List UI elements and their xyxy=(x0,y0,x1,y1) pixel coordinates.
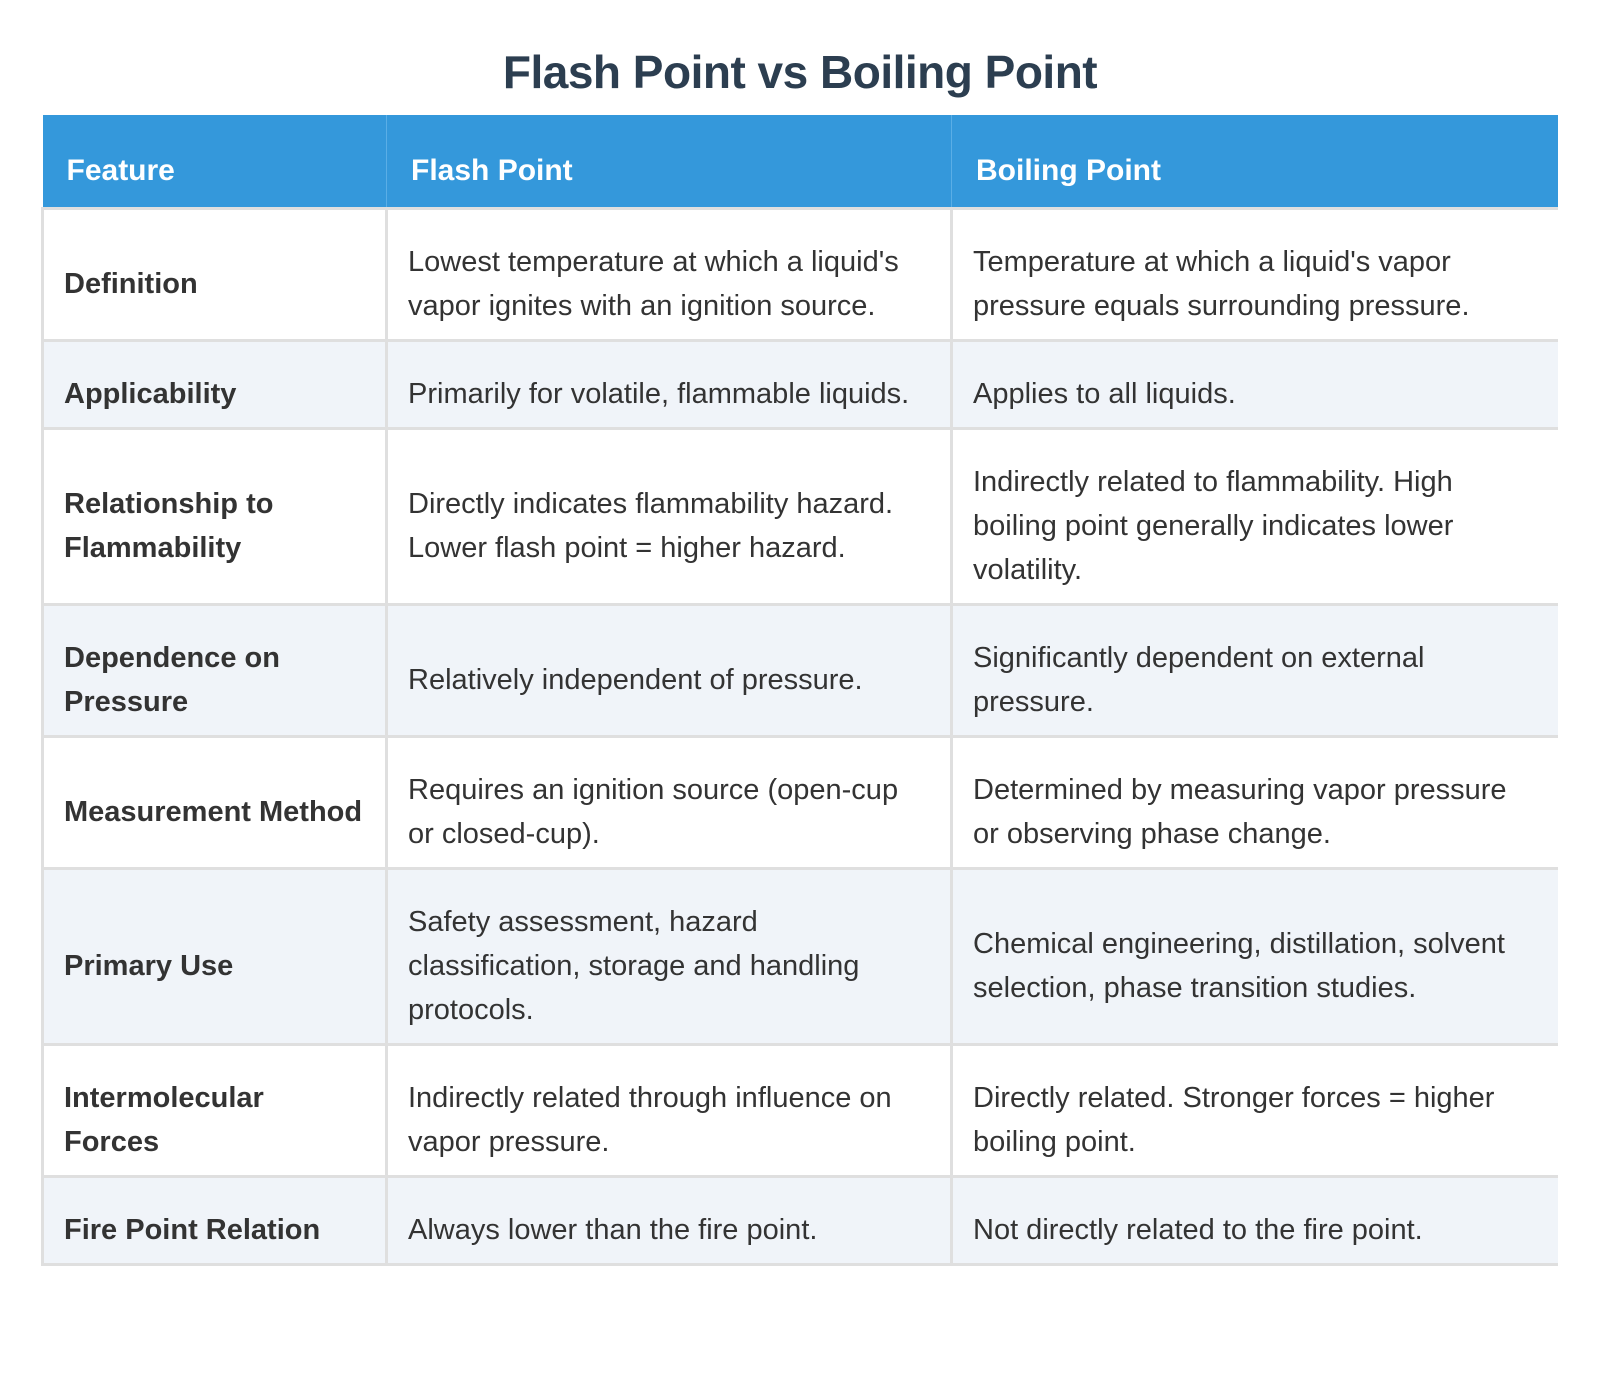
comparison-table xyxy=(41,115,1558,1266)
boiling-point-cell: Indirectly related to flammability. High boiling point generally indicates lower volatility. xyxy=(952,428,1559,604)
header-boiling-point: Boiling Point xyxy=(952,115,1559,208)
table-row xyxy=(43,340,1559,428)
flash-point-cell: Indirectly related through influence on vapor pressure. xyxy=(387,1044,952,1176)
boiling-point-cell: Determined by measuring vapor pressure or observing phase change. xyxy=(952,736,1559,868)
table-row xyxy=(43,208,1559,340)
flash-point-cell: Requires an ignition source (open-cup or closed-cup). xyxy=(387,736,952,868)
comparison-table-container xyxy=(41,115,1558,1350)
feature-cell: Fire Point Relation xyxy=(43,1176,387,1264)
flash-point-cell: Always lower than the fire point. xyxy=(387,1176,952,1264)
header-flash-point: Flash Point xyxy=(387,115,952,208)
feature-cell: Definition xyxy=(43,208,387,340)
table-row xyxy=(43,604,1559,736)
boiling-point-cell: Chemical engineering, distillation, solvent selection, phase transition studies. xyxy=(952,868,1559,1044)
boiling-point-cell: Temperature at which a liquid's vapor pressure equals surrounding pressure. xyxy=(952,208,1559,340)
table-header-row xyxy=(43,115,1559,208)
boiling-point-cell: Applies to all liquids. xyxy=(952,340,1559,428)
feature-cell: Dependence on Pressure xyxy=(43,604,387,736)
feature-cell: Intermolecular Forces xyxy=(43,1044,387,1176)
feature-cell: Applicability xyxy=(43,340,387,428)
flash-point-cell: Directly indicates flammability hazard. Lower flash point = higher hazard. xyxy=(387,428,952,604)
page-title: Flash Point vs Boiling Point xyxy=(502,46,1098,98)
boiling-point-cell: Significantly dependent on external pressure. xyxy=(952,604,1559,736)
boiling-point-cell: Not directly related to the fire point. xyxy=(952,1176,1559,1264)
table-row xyxy=(43,868,1559,1044)
feature-cell: Relationship to Flammability xyxy=(43,428,387,604)
table-row xyxy=(43,1176,1559,1264)
table-row xyxy=(43,428,1559,604)
boiling-point-cell: Directly related. Stronger forces = higher boiling point. xyxy=(952,1044,1559,1176)
header-feature: Feature xyxy=(43,115,387,208)
feature-cell: Primary Use xyxy=(43,868,387,1044)
flash-point-cell: Safety assessment, hazard classification, storage and handling protocols. xyxy=(387,868,952,1044)
table-row xyxy=(43,736,1559,868)
flash-point-cell: Lowest temperature at which a liquid's vapor ignites with an ignition source. xyxy=(387,208,952,340)
flash-point-cell: Relatively independent of pressure. xyxy=(387,604,952,736)
feature-cell: Measurement Method xyxy=(43,736,387,868)
table-row xyxy=(43,1044,1559,1176)
flash-point-cell: Primarily for volatile, flammable liquids. xyxy=(387,340,952,428)
